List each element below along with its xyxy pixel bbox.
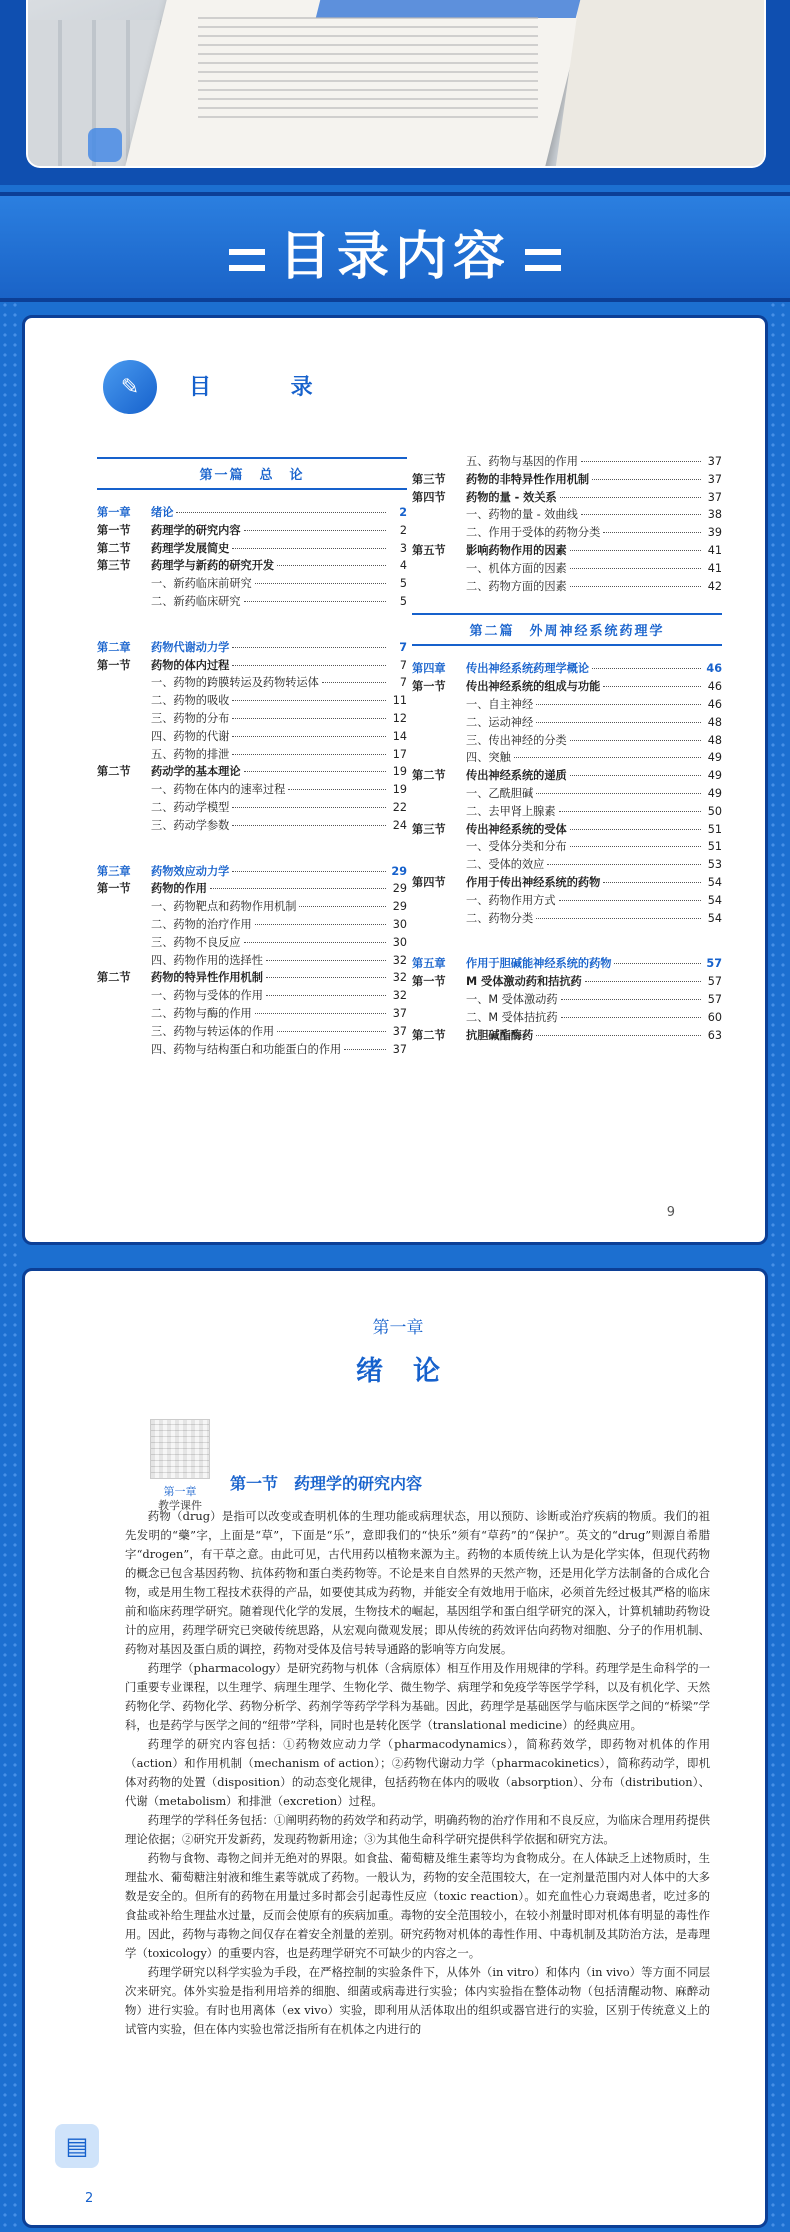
toc-entry-title: 五、药物与基因的作用 <box>466 455 578 468</box>
toc-entry-title: 五、药物的排泄 <box>151 747 230 761</box>
toc-entry-title: 四、突触 <box>466 751 511 765</box>
toc-entry-section[interactable] <box>412 489 722 507</box>
toc-entry-page: 4 <box>399 559 407 573</box>
toc-leader-dots <box>232 700 386 701</box>
toc-entry-title: 一、药物作用方式 <box>466 893 556 907</box>
toc-entry-chapter[interactable] <box>412 660 722 678</box>
toc-part-title: 第二篇 外周神经系统药理学 <box>412 613 722 646</box>
toc-entry-title: 传出神经系统的递质 <box>466 769 567 783</box>
toc-entry-page: 41 <box>707 561 722 575</box>
toc-leader-dots <box>255 583 386 584</box>
toc-entry-title: 三、传出神经的分类 <box>466 733 567 747</box>
chapter-label: 第一章 <box>372 1318 424 1338</box>
toc-leader-dots <box>232 807 386 808</box>
toc-leader-dots <box>176 512 386 513</box>
toc-leader-dots <box>232 871 386 872</box>
toc-entry-number: 第一节 <box>97 523 131 537</box>
toc-entry-number: 第三节 <box>412 822 446 836</box>
banner-left-bar-icon <box>229 249 265 271</box>
toc-leader-dots <box>277 565 386 566</box>
toc-entry-section[interactable] <box>97 763 407 781</box>
toc-leader-dots <box>603 686 701 687</box>
toc-leader-dots <box>559 900 701 901</box>
pencil-icon: ✎ <box>103 360 157 414</box>
toc-leader-dots <box>344 1049 386 1050</box>
toc-entry-title: 三、药物的分布 <box>151 711 230 725</box>
toc-entry-page: 41 <box>707 543 722 557</box>
toc-entry-page: 54 <box>707 893 722 907</box>
toc-leader-dots <box>570 846 701 847</box>
toc-leader-dots <box>232 825 386 826</box>
toc-entry-page: 3 <box>399 541 407 555</box>
book-text-lines <box>198 10 538 125</box>
toc-leader-dots <box>559 811 701 812</box>
toc-entry-title: 一、机体方面的因素 <box>466 561 567 575</box>
body-paragraph: 药理学的研究内容包括：①药物效应动力学（pharmacodynamics），简称药效学，即药物对机体的作用（action）和作用机制（mechanism of action）；②药物代谢动力学（pharmacokinetics），简称药动学，即机体对药物的处置（disposition）的动态变化规律，包括药物在体内的吸收（absorption）、分布（distribution）、代谢（metabolism）和排泄（excretion）过程。 <box>125 1737 710 1808</box>
toc-entry-page: 19 <box>392 783 407 797</box>
toc-entry-title: 药物的量 - 效关系 <box>466 490 557 504</box>
toc-entry-sub[interactable] <box>97 987 407 1005</box>
toc-entry-title: 三、药动学参数 <box>151 818 230 832</box>
toc-entry-sub[interactable] <box>412 1009 722 1027</box>
toc-entry-sub[interactable] <box>97 710 407 728</box>
toc-entry-sub[interactable] <box>97 1005 407 1023</box>
toc-entry-page: 48 <box>707 715 722 729</box>
toc-entry-section[interactable] <box>97 522 407 540</box>
notebook-icon: ▤ <box>55 2124 99 2168</box>
toc-entry-sub[interactable] <box>97 898 407 916</box>
toc-leader-dots <box>536 722 701 723</box>
toc-gap <box>97 835 407 849</box>
toc-leader-dots <box>536 1035 701 1036</box>
toc-entry-title: 传出神经系统的受体 <box>466 822 567 836</box>
toc-entry-title: 药物代谢动力学 <box>151 640 230 654</box>
toc-leader-dots <box>277 1031 386 1032</box>
toc-entry-title: 作用于传出神经系统的药物 <box>466 875 601 889</box>
toc-page <box>22 315 768 1245</box>
toc-entry-title: 药理学发展简史 <box>151 541 230 555</box>
toc-entry-sub[interactable] <box>97 934 407 952</box>
toc-entry-title: 药理学与新药的研究开发 <box>151 559 275 573</box>
toc-entry-page: 53 <box>707 858 722 872</box>
toc-entry-page: 50 <box>707 804 722 818</box>
toc-entry-title: 药物的作用 <box>151 882 207 896</box>
toc-leader-dots <box>232 548 386 549</box>
toc-leader-dots <box>288 789 386 790</box>
toc-entry-section[interactable] <box>412 767 722 785</box>
toc-left-column <box>97 453 407 1058</box>
toc-entry-title: 三、药物与转运体的作用 <box>151 1024 275 1038</box>
section-banner <box>0 192 790 302</box>
toc-entry-section[interactable] <box>412 821 722 839</box>
toc-entry-title: 药理学的研究内容 <box>151 523 241 537</box>
qr-caption-chapter: 第一章 <box>163 1485 197 1498</box>
toc-leader-dots <box>570 775 701 776</box>
toc-entry-section[interactable] <box>97 557 407 575</box>
toc-leader-dots <box>592 668 701 669</box>
dot-pattern-left <box>0 300 22 2230</box>
toc-entry-sub[interactable] <box>97 799 407 817</box>
toc-entry-page: 51 <box>707 840 722 854</box>
toc-entry-page: 29 <box>392 882 407 896</box>
section-title: 第一节 药理学的研究内容 <box>230 1474 423 1493</box>
toc-entry-page: 42 <box>707 579 722 593</box>
toc-leader-dots <box>244 942 386 943</box>
toc-entry-section[interactable] <box>97 880 407 898</box>
toc-leader-dots <box>266 960 386 961</box>
toc-entry-page: 12 <box>392 711 407 725</box>
toc-entry-page: 57 <box>706 957 722 971</box>
toc-entry-number: 第三节 <box>97 559 131 573</box>
toc-leader-dots <box>570 586 701 587</box>
body-paragraph: 药理学（pharmacology）是研究药物与机体（含病原体）相互作用及作用规律的学科。药理学是生命科学的一门重要专业课程，以生理学、病理生理学、生物化学、微生物学、病理学和免疫学等医学学科，以及有机化学、天然药物化学、药物化学、药物分析学、药剂学等药学学科为基础。因此，药理学是基础医学与临床医学之间的“桥梁”学科，也是药学与医学之间的“纽带”学科，同时也是转化医学（translational medicine）的经典应用。 <box>125 1661 710 1732</box>
toc-entry-page: 46 <box>707 697 722 711</box>
toc-leader-dots <box>255 924 386 925</box>
toc-entry-sub[interactable] <box>412 506 722 524</box>
toc-leader-dots <box>561 999 701 1000</box>
toc-leader-dots <box>266 995 386 996</box>
toc-entry-section[interactable] <box>412 1027 722 1045</box>
toc-entry-title: 二、运动神经 <box>466 715 534 729</box>
toc-entry-sub[interactable] <box>412 696 722 714</box>
toc-entry-page: 32 <box>392 971 407 985</box>
toc-entry-sub[interactable] <box>97 728 407 746</box>
toc-entry-title: 二、去甲肾上腺素 <box>466 804 556 818</box>
toc-entry-page: 48 <box>707 733 722 747</box>
toc-leader-dots <box>547 864 701 865</box>
body-paragraph: 药理学的学科任务包括：①阐明药物的药效学和药动学，明确药物的治疗作用和不良反应，为临床合理用药提供理论依据；②研究开发新药，发现药物新用途；③为其他生命科学研究提供科学依据和研究方法。 <box>125 1813 710 1846</box>
toc-entry-sub[interactable] <box>412 749 722 767</box>
toc-leader-dots <box>585 981 701 982</box>
toc-entry-page: 32 <box>392 989 407 1003</box>
toc-entry-section[interactable] <box>412 471 722 489</box>
toc-leader-dots <box>255 1013 386 1014</box>
toc-entry-sub[interactable] <box>97 674 407 692</box>
toc-leader-dots <box>561 1017 701 1018</box>
toc-entry-title: 四、药物的代谢 <box>151 729 230 743</box>
toc-entry-sub[interactable] <box>412 803 722 821</box>
toc-entry-sub[interactable] <box>97 916 407 934</box>
toc-entry-chapter[interactable] <box>412 955 722 973</box>
toc-entry-sub[interactable] <box>412 785 722 803</box>
toc-entry-number: 第一节 <box>412 680 446 694</box>
toc-entry-page: 24 <box>392 818 407 832</box>
toc-entry-number: 第四章 <box>412 662 446 676</box>
toc-entry-title: 药物的非特异性作用机制 <box>466 472 590 486</box>
toc-entry-sub[interactable] <box>412 714 722 732</box>
toc-entry-title: 二、药物与酶的作用 <box>151 1006 252 1020</box>
toc-entry-page: 5 <box>399 594 407 608</box>
toc-entry-page: 51 <box>707 822 722 836</box>
toc-entry-title: 二、药物分类 <box>466 911 534 925</box>
body-paragraph: 药理学研究以科学实验为手段，在严格控制的实验条件下，从体外（in vitro）和体内（in vivo）等方面不同层次来研究。体外实验是指利用培养的细胞、细菌或病毒进行实验；体内实验指在整体动物（包括清醒动物、麻醉动物）进行实验。有时也用离体（ex vivo）实验，即利用从活体取出的组织或器官进行的实验，区别于传统意义上的试管内实验，但在体内实验也常泛指所有在机体之内进行的 <box>125 1965 710 2036</box>
dot-pattern-right <box>768 300 790 2230</box>
toc-entry-number: 第一节 <box>412 975 446 989</box>
toc-entry-page: 49 <box>707 769 722 783</box>
toc-entry-title: 一、药物的量 - 效曲线 <box>466 508 578 522</box>
toc-entry-title: 四、药物与结构蛋白和功能蛋白的作用 <box>151 1042 342 1056</box>
toc-leader-dots <box>299 906 386 907</box>
toc-entry-sub[interactable] <box>412 856 722 874</box>
toc-leader-dots <box>536 918 701 919</box>
toc-entry-number: 第三节 <box>412 472 446 486</box>
toc-right-column <box>412 453 722 1044</box>
toc-entry-page: 57 <box>707 992 722 1006</box>
toc-entry-sub[interactable] <box>97 781 407 799</box>
toc-entry-sub[interactable] <box>412 453 722 471</box>
toc-part-title: 第一篇 总 论 <box>97 457 407 490</box>
toc-leader-dots <box>603 882 701 883</box>
book-corner-icon <box>88 128 122 162</box>
toc-entry-sub[interactable] <box>412 560 722 578</box>
toc-entry-sub[interactable] <box>412 838 722 856</box>
toc-entry-page: 49 <box>707 751 722 765</box>
toc-entry-number: 第一节 <box>97 658 131 672</box>
toc-entry-title: 二、药物方面的因素 <box>466 579 567 593</box>
toc-leader-dots <box>581 514 701 515</box>
toc-entry-page: 14 <box>392 729 407 743</box>
toc-entry-title: 二、药动学模型 <box>151 800 230 814</box>
toc-entry-page: 30 <box>392 917 407 931</box>
toc-entry-page: 57 <box>707 975 722 989</box>
toc-entry-sub[interactable] <box>412 732 722 750</box>
body-paragraph: 药物（drug）是指可以改变或查明机体的生理功能或病理状态，用以预防、诊断或治疗疾病的物质。我们的祖先发明的“藥”字，上面是“草”，下面是“乐”，意即我们的“快乐”须有“草药”的“保护”。英文的“drug”则源自希腊字“drogen”，有干草之意。由此可见，古代用药以植物来源为主。药物的本质传统上认为是化学实体，但现代药物的概念已包含基因药物、抗体药物和蛋白类药物等。不论是来自自然界的天然产物，还是用化学方法制备的合成化合物，或是用生物工程技术获得的产品，如要使其成为药物，并能安全有效地用于临床，必须首先经过极其严格的临床前和临床药理学研究。随着现代化学的发展，生物技术的崛起，基因组学和蛋白组学研究的深入，计算机辅助药物设计的应用，药理学研究已突破传统思路，从宏观向微观发展；即从传统的药效评估向药物对细胞、分子的作用机制、药物对基因及蛋白质的调控，药物对受体及信号转导通路的影响等方向发展。 <box>125 1509 710 1656</box>
toc-entry-sub[interactable] <box>97 817 407 835</box>
toc-entry-chapter[interactable] <box>97 639 407 657</box>
toc-entry-title: 传出神经系统的组成与功能 <box>466 680 601 694</box>
toc-entry-title: 药物效应动力学 <box>151 864 230 878</box>
toc-entry-page: 38 <box>707 508 722 522</box>
toc-entry-page: 54 <box>707 911 722 925</box>
toc-leader-dots <box>570 829 701 830</box>
toc-entry-page: 49 <box>707 786 722 800</box>
toc-entry-page: 32 <box>392 953 407 967</box>
toc-entry-page: 37 <box>707 455 722 468</box>
toc-gap <box>97 611 407 625</box>
toc-entry-page: 46 <box>707 680 722 694</box>
toc-entry-page: 19 <box>392 765 407 779</box>
toc-entry-title: 二、M 受体拮抗药 <box>466 1010 558 1024</box>
toc-entry-page: 37 <box>707 472 722 486</box>
qr-code-icon[interactable] <box>150 1419 210 1479</box>
toc-leader-dots <box>210 888 386 889</box>
banner-right-bar-icon <box>525 249 561 271</box>
toc-entry-number: 第二节 <box>97 971 131 985</box>
toc-entry-title: 药动学的基本理论 <box>151 765 241 779</box>
toc-leader-dots <box>232 718 386 719</box>
toc-leader-dots <box>232 754 386 755</box>
toc-entry-page: 2 <box>399 523 407 537</box>
toc-entry-page: 22 <box>392 800 407 814</box>
toc-entry-number: 第二节 <box>97 541 131 555</box>
toc-leader-dots <box>570 550 701 551</box>
banner-title <box>0 214 790 289</box>
open-book-right-page <box>554 0 766 168</box>
toc-leader-dots <box>581 461 701 462</box>
toc-entry-number: 第二节 <box>412 769 446 783</box>
toc-leader-dots <box>232 665 386 666</box>
toc-entry-page: 60 <box>707 1010 722 1024</box>
toc-entry-page: 54 <box>707 875 722 889</box>
toc-entry-number: 第五章 <box>412 957 446 971</box>
toc-gap <box>412 927 722 941</box>
toc-entry-number: 第三章 <box>97 864 131 878</box>
toc-leader-dots <box>232 736 386 737</box>
qr-caption-courseware: 教学课件 <box>158 1499 202 1512</box>
toc-entry-title: 一、药物在体内的速率过程 <box>151 783 286 797</box>
toc-entry-section[interactable] <box>412 678 722 696</box>
toc-entry-chapter[interactable] <box>97 863 407 881</box>
toc-entry-number: 第四节 <box>412 490 446 504</box>
toc-leader-dots <box>560 497 701 498</box>
toc-entry-page: 63 <box>707 1028 722 1042</box>
toc-entry-section[interactable] <box>412 542 722 560</box>
toc-entry-page: 46 <box>706 662 722 676</box>
toc-entry-page: 2 <box>399 506 407 519</box>
toc-entry-title: 一、新药临床前研究 <box>151 577 252 591</box>
toc-entry-sub[interactable] <box>97 593 407 611</box>
toc-entry-title: 一、药物的跨膜转运及药物转运体 <box>151 676 319 690</box>
toc-entry-sub[interactable] <box>412 892 722 910</box>
toc-leader-dots <box>603 532 701 533</box>
toc-entry-number: 第二节 <box>97 765 131 779</box>
body-paragraph: 药物与食物、毒物之间并无绝对的界限。如食盐、葡萄糖及维生素等均为食物成分。在人体缺乏上述物质时，生理盐水、葡萄糖注射液和维生素等就成了药物。一般认为，药物的安全范围较大，在一定剂量范围内对人体中的大多数是安全的。但所有的药物在用量过多时都会引起毒性反应（toxic reaction）。如充血性心力衰竭患者，吃过多的食盐或补给生理盐水过量，反而会使原有的疾病加重。毒物的安全范围较小，在较小剂量时即对机体有明显的毒性作用。因此，药物与毒物之间仅存在着安全剂量的差别。研究药物对机体的毒性作用、中毒机制及其防治方法，是毒理学（toxicology）的重要内容，也是药理学研究不可缺少的内容之一。 <box>125 1851 710 1960</box>
toc-entry-title: 一、M 受体激动药 <box>466 992 558 1006</box>
toc-entry-page: 37 <box>707 490 722 504</box>
toc-entry-section[interactable] <box>412 874 722 892</box>
toc-entry-sub[interactable] <box>97 1041 407 1059</box>
toc-entry-sub[interactable] <box>97 746 407 764</box>
toc-entry-title: 作用于胆碱能神经系统的药物 <box>466 957 612 971</box>
toc-leader-dots <box>514 757 701 758</box>
toc-entry-title: 药物的特异性作用机制 <box>151 971 263 985</box>
toc-entry-sub[interactable] <box>97 575 407 593</box>
toc-entry-page: 37 <box>392 1006 407 1020</box>
toc-entry-page: 29 <box>391 864 407 878</box>
toc-entry-title: 一、受体分类和分布 <box>466 840 567 854</box>
header-photo-area <box>0 0 790 185</box>
body-text <box>125 1507 710 2039</box>
toc-entry-sub[interactable] <box>412 910 722 928</box>
toc-entry-page: 7 <box>399 640 407 654</box>
banner-title-text: 目录内容 <box>278 227 511 287</box>
toc-entry-page: 11 <box>392 694 407 708</box>
toc-leader-dots <box>244 530 386 531</box>
toc-entry-title: 一、乙酰胆碱 <box>466 786 534 800</box>
toc-entry-page: 7 <box>399 676 407 690</box>
toc-entry-title: M 受体激动药和拮抗药 <box>466 975 582 989</box>
toc-entry-title: 二、作用于受体的药物分类 <box>466 526 601 540</box>
toc-leader-dots <box>570 740 701 741</box>
toc-entry-number: 第四节 <box>412 875 446 889</box>
toc-entry-sub[interactable] <box>97 1023 407 1041</box>
book-photo <box>26 0 766 168</box>
toc-entry-title: 绪论 <box>151 506 174 519</box>
toc-entry-title: 一、药物靶点和药物作用机制 <box>151 900 297 914</box>
toc-entry-page: 39 <box>707 526 722 540</box>
toc-entry-title: 二、新药临床研究 <box>151 594 241 608</box>
toc-entry-title: 影响药物作用的因素 <box>466 543 567 557</box>
toc-entry-page: 29 <box>392 900 407 914</box>
toc-entry-number: 第五节 <box>412 543 446 557</box>
toc-leader-dots <box>614 963 701 964</box>
toc-entry-number: 第二节 <box>412 1028 446 1042</box>
toc-entry-title: 抗胆碱酯酶药 <box>466 1028 534 1042</box>
toc-entry-number: 第一节 <box>97 882 131 896</box>
toc-entry-title: 药物的体内过程 <box>151 658 230 672</box>
toc-entry-title: 二、药物的治疗作用 <box>151 917 252 931</box>
toc-entry-title: 传出神经系统药理学概论 <box>466 662 590 676</box>
toc-leader-dots <box>266 977 386 978</box>
toc-leader-dots <box>322 682 386 683</box>
toc-entry-title: 一、自主神经 <box>466 697 534 711</box>
toc-leader-dots <box>536 793 701 794</box>
toc-entry-title: 二、药物的吸收 <box>151 694 230 708</box>
toc-entry-page: 5 <box>399 577 407 591</box>
toc-entry-page: 30 <box>392 935 407 949</box>
toc-entry-title: 三、药物不良反应 <box>151 935 241 949</box>
toc-entry-title: 四、药物作用的选择性 <box>151 953 263 967</box>
toc-leader-dots <box>536 704 701 705</box>
toc-entry-section[interactable] <box>97 969 407 987</box>
page-number: 2 <box>85 2191 94 2206</box>
toc-entry-page: 17 <box>392 747 407 761</box>
page-number: 9 <box>666 1205 675 1220</box>
toc-entry-page: 37 <box>392 1042 407 1056</box>
toc-leader-dots <box>570 568 701 569</box>
chapter-page <box>22 1268 768 2228</box>
toc-entry-section[interactable] <box>412 973 722 991</box>
toc-heading <box>103 360 349 414</box>
toc-entry-page: 37 <box>392 1024 407 1038</box>
toc-leader-dots <box>232 647 386 648</box>
toc-leader-dots <box>244 601 386 602</box>
toc-gap <box>412 595 722 609</box>
toc-entry-title: 一、药物与受体的作用 <box>151 989 263 1003</box>
toc-entry-number: 第二章 <box>97 640 131 654</box>
toc-entry-page: 7 <box>399 658 407 672</box>
toc-title: 目 录 <box>189 375 349 400</box>
toc-entry-chapter[interactable] <box>97 504 407 522</box>
toc-entry-title: 二、受体的效应 <box>466 858 545 872</box>
toc-entry-section[interactable] <box>97 657 407 675</box>
toc-entry-section[interactable] <box>97 540 407 558</box>
toc-entry-sub[interactable] <box>97 692 407 710</box>
toc-entry-number: 第一章 <box>97 506 131 519</box>
toc-entry-sub[interactable] <box>412 524 722 542</box>
toc-entry-sub[interactable] <box>412 991 722 1009</box>
chapter-title: 绪论 <box>356 1356 470 1387</box>
toc-leader-dots <box>244 771 386 772</box>
toc-entry-sub[interactable] <box>412 578 722 596</box>
toc-leader-dots <box>592 479 701 480</box>
toc-entry-sub[interactable] <box>97 952 407 970</box>
